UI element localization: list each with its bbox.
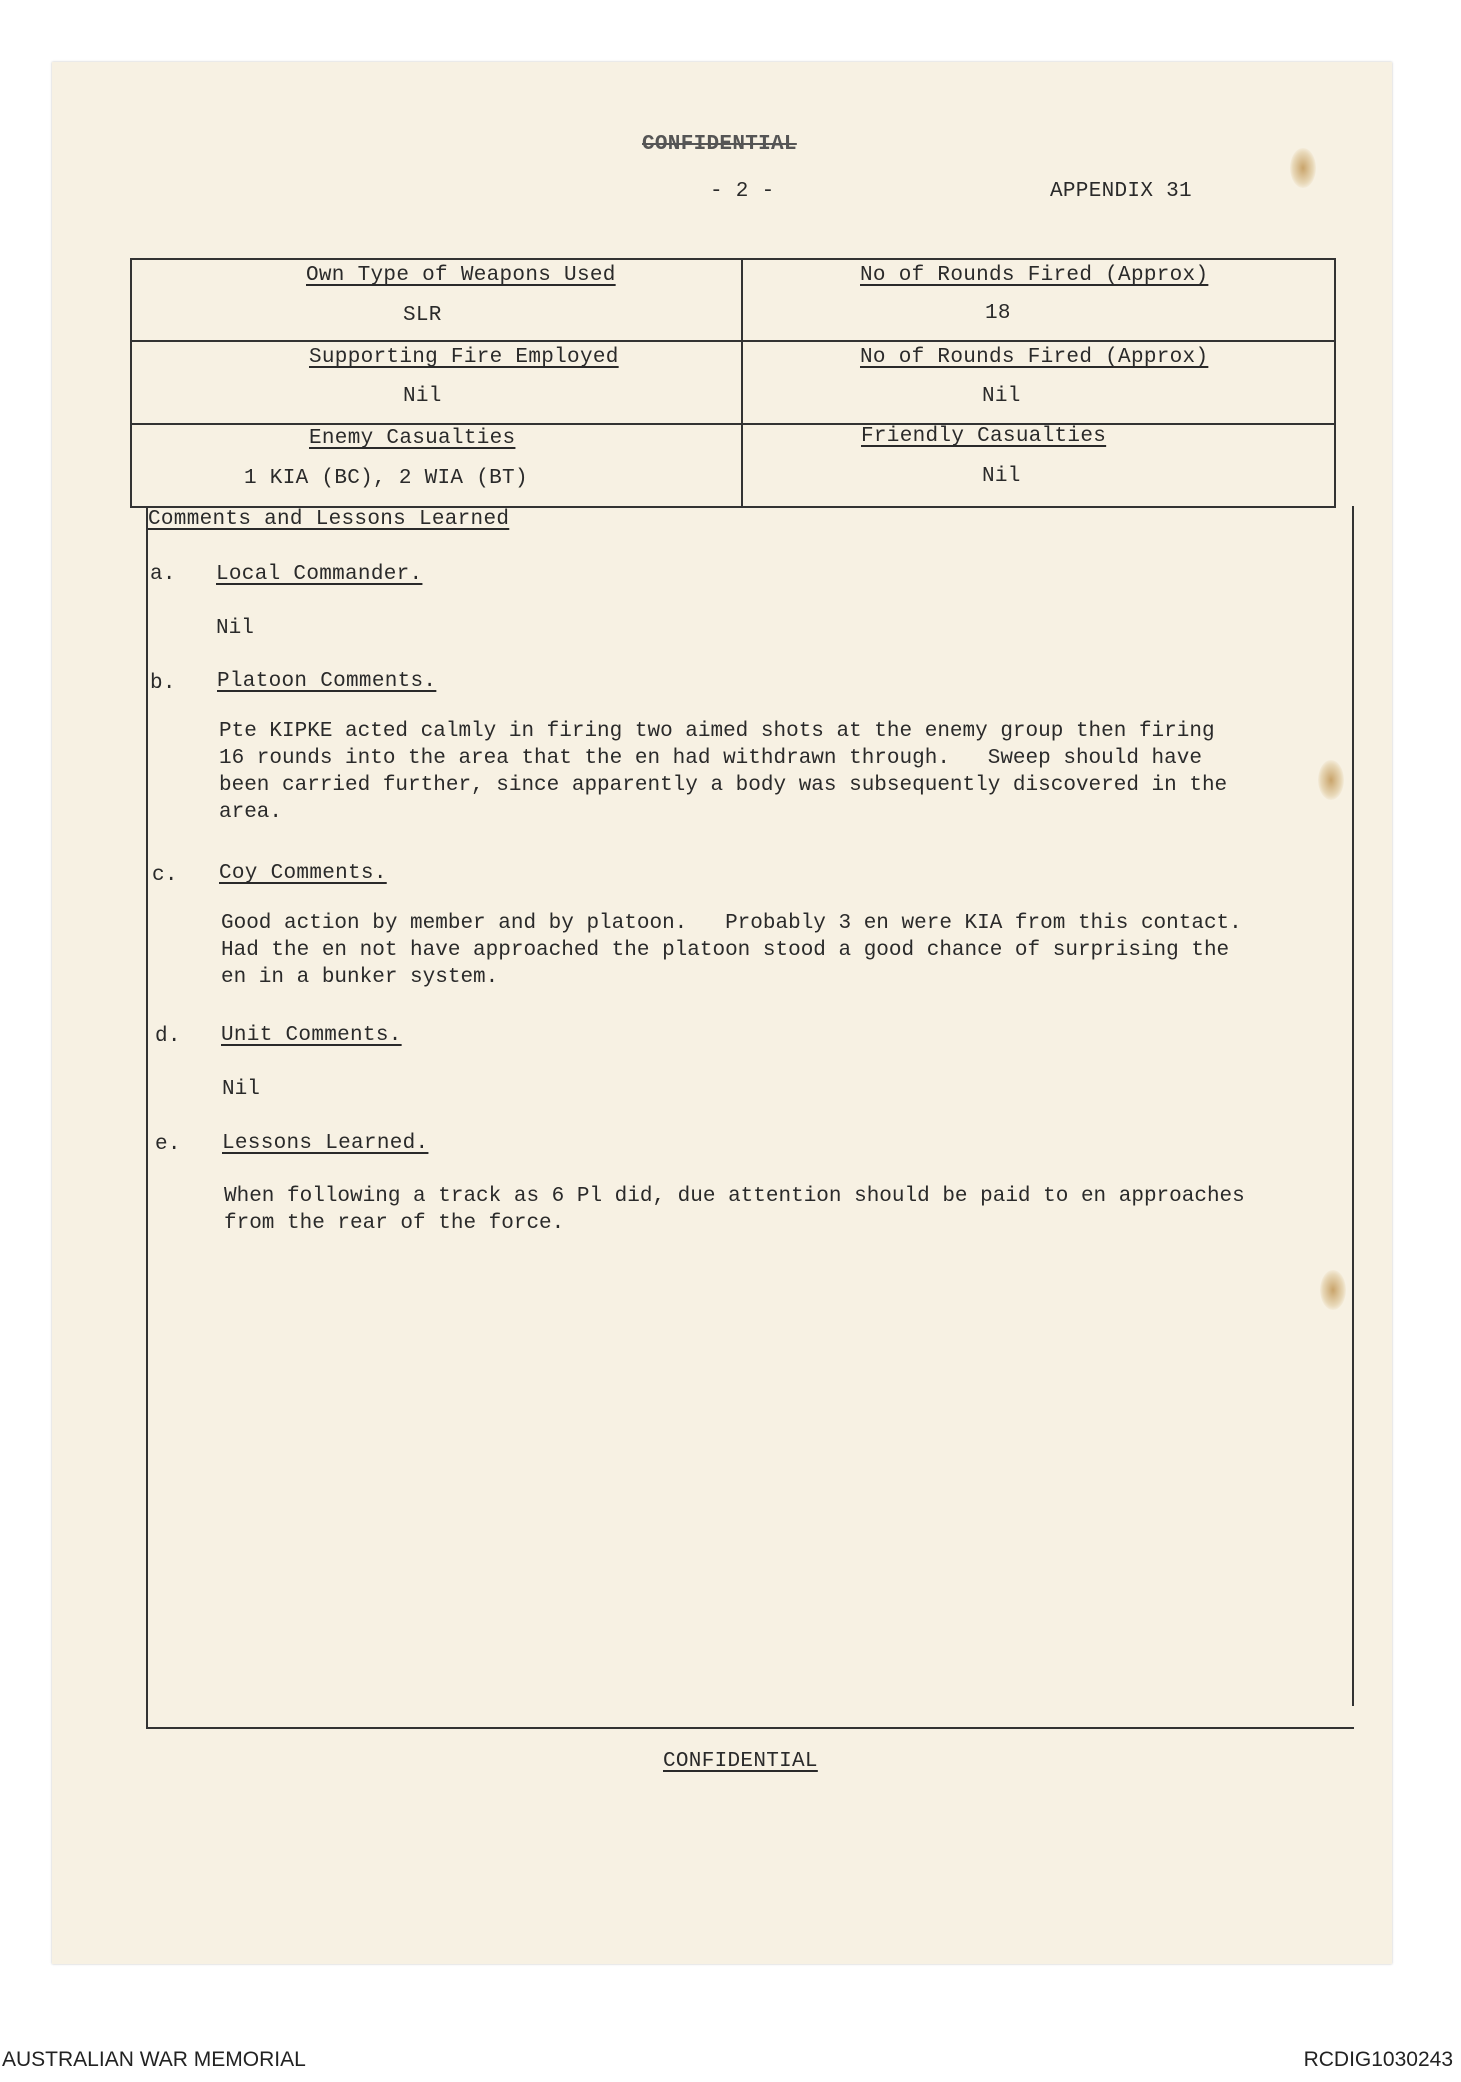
own-weapons-label: Own Type of Weapons Used: [306, 264, 616, 287]
section-b-line-4: area.: [219, 801, 283, 824]
classification-bottom: CONFIDENTIAL: [663, 1750, 818, 1773]
support-rounds-value: Nil: [982, 385, 1021, 408]
section-e-letter: e.: [155, 1133, 181, 1156]
comments-border-right: [1352, 506, 1354, 1706]
table-row-divider-1: [130, 340, 1336, 342]
friendly-casualties-value: Nil: [982, 465, 1021, 488]
enemy-casualties-value: 1 KIA (BC), 2 WIA (BT): [244, 467, 528, 490]
friendly-casualties-label: Friendly Casualties: [861, 425, 1107, 448]
section-e-line-2: from the rear of the force.: [224, 1212, 565, 1235]
section-b-heading: Platoon Comments.: [217, 670, 437, 693]
comments-border-bottom: [146, 1727, 1354, 1729]
rounds-fired-value: 18: [985, 302, 1011, 325]
table-divider-vertical: [741, 258, 743, 508]
table-border-right: [1334, 258, 1336, 508]
institution-label: AUSTRALIAN WAR MEMORIAL: [2, 2048, 306, 2071]
supporting-fire-label: Supporting Fire Employed: [309, 346, 619, 369]
section-c-line-1: Good action by member and by platoon. Probably 3 en were KIA from this contact.: [221, 912, 1242, 935]
table-row-divider-2: [130, 423, 1336, 425]
section-a-heading: Local Commander.: [216, 563, 423, 586]
table-border-top: [130, 258, 1336, 260]
section-a-line-1: Nil: [216, 617, 254, 640]
appendix-label: APPENDIX 31: [1050, 180, 1192, 203]
section-a-letter: a.: [150, 563, 176, 586]
section-b-line-1: Pte KIPKE acted calmly in firing two aimed shots at the enemy group then firing: [219, 720, 1215, 743]
staple-mark-bottom: [1320, 1270, 1346, 1310]
section-e-line-1: When following a track as 6 Pl did, due attention should be paid to en approaches: [224, 1185, 1245, 1208]
support-rounds-label: No of Rounds Fired (Approx): [860, 346, 1209, 369]
table-border-left: [130, 258, 132, 508]
section-b-letter: b.: [150, 672, 176, 695]
section-c-letter: c.: [152, 864, 178, 887]
comments-title: Comments and Lessons Learned: [148, 508, 510, 531]
supporting-fire-value: Nil: [403, 385, 442, 408]
section-b-line-2: 16 rounds into the area that the en had withdrawn through. Sweep should have: [219, 747, 1202, 770]
record-id: RCDIG1030243: [1303, 2048, 1453, 2071]
section-c-line-3: en in a bunker system.: [221, 966, 499, 989]
section-c-heading: Coy Comments.: [219, 862, 387, 885]
classification-top: CONFIDENTIAL: [642, 133, 797, 156]
rounds-fired-label: No of Rounds Fired (Approx): [860, 264, 1209, 287]
section-d-line-1: Nil: [222, 1078, 260, 1101]
page-number: - 2 -: [710, 180, 775, 203]
enemy-casualties-label: Enemy Casualties: [309, 427, 516, 450]
staple-mark-middle: [1318, 760, 1344, 800]
staple-mark-top: [1290, 148, 1316, 188]
section-e-heading: Lessons Learned.: [222, 1132, 429, 1155]
own-weapons-value: SLR: [403, 304, 442, 327]
section-d-heading: Unit Comments.: [221, 1024, 402, 1047]
section-d-letter: d.: [155, 1025, 181, 1048]
comments-border-left: [146, 506, 148, 1729]
section-b-line-3: been carried further, since apparently a body was subsequently discovered in the: [219, 774, 1228, 797]
section-c-line-2: Had the en not have approached the platoon stood a good chance of surprising the: [221, 939, 1230, 962]
